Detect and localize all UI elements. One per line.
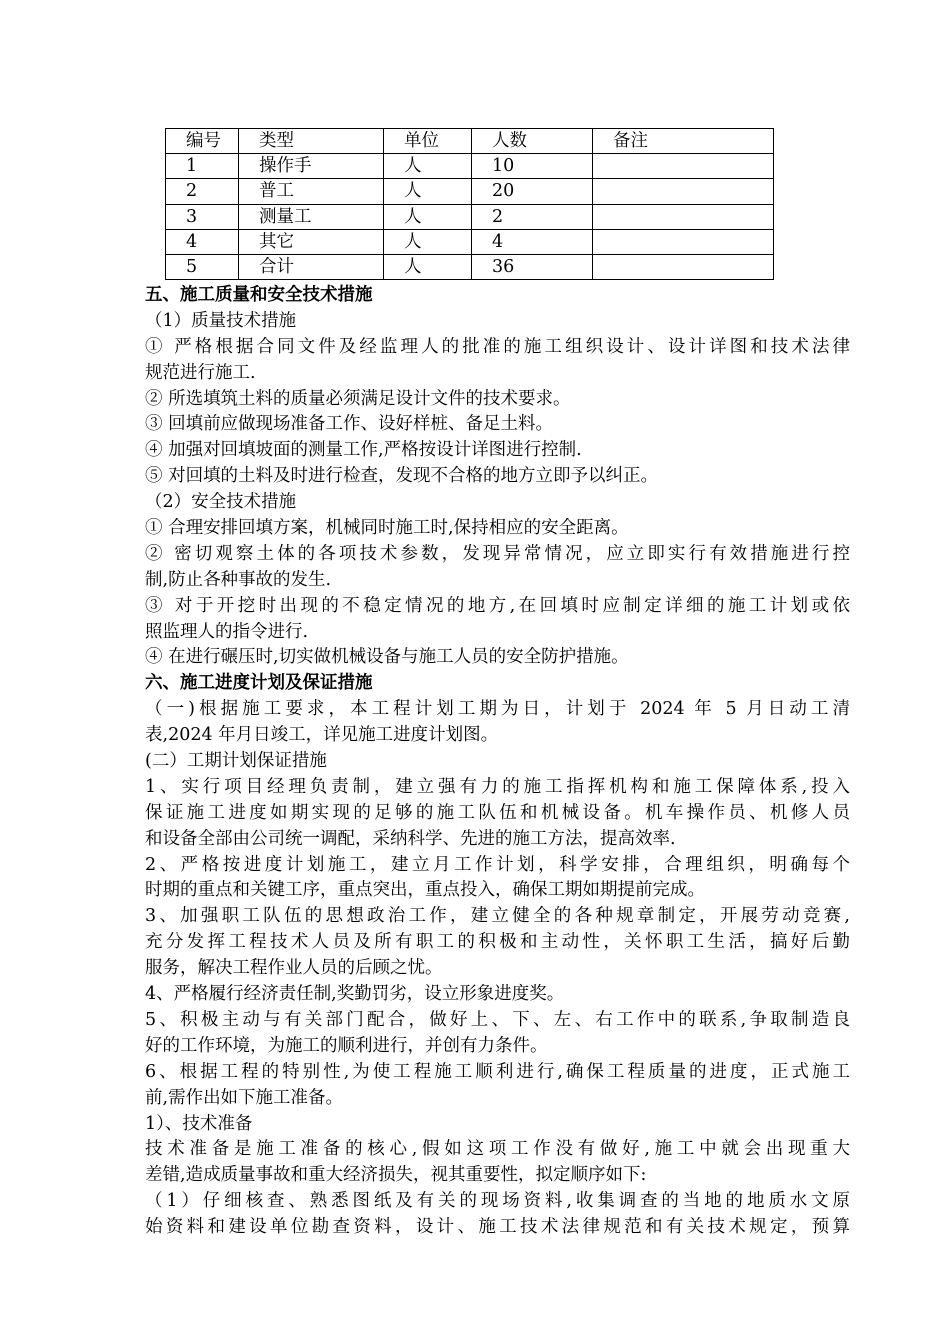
table-cell: 其它 <box>239 229 384 254</box>
table-cell <box>593 154 774 179</box>
table-cell: 操作手 <box>239 154 384 179</box>
staffing-table <box>165 128 774 280</box>
table-row <box>166 154 774 179</box>
table-cell: 人 <box>384 179 472 204</box>
subsection-heading: (二）工期计划保证措施 <box>145 751 327 772</box>
table-cell: 4 <box>166 229 239 254</box>
table-cell: 人 <box>384 229 472 254</box>
table-cell: 人 <box>384 254 472 279</box>
text-line: 3、加强职工队伍的思想政治工作，建立健全的各种规章制定，开展劳动竞赛, <box>145 906 850 927</box>
text-line: 制,防止各种事故的发生. <box>145 569 332 590</box>
header-cell: 备注 <box>593 129 774 154</box>
table-row <box>166 229 774 254</box>
text-line: 服务，解决工程作业人员的后顾之忧。 <box>145 958 443 979</box>
text-line: ① 严格根据合同文件及经监理人的批准的施工组织设计、设计详图和技术法律 <box>145 336 850 357</box>
text-line: 技术准备是施工准备的核心,假如这项工作没有做好,施工中就会出现重大 <box>145 1139 850 1160</box>
text-line: ④ 在进行碾压时,切实做机械设备与施工人员的安全防护措施。 <box>145 647 629 668</box>
header-cell: 类型 <box>239 129 384 154</box>
header-cell: 单位 <box>384 129 472 154</box>
subsection-heading: （2）安全技术措施 <box>145 492 297 513</box>
table-cell: 普工 <box>239 179 384 204</box>
text-line: 表,2024 年月日竣工，详见施工进度计划图。 <box>145 725 499 746</box>
table-cell: 20 <box>472 179 593 204</box>
text-line: 前,需作出如下施工准备。 <box>145 1087 344 1108</box>
table-row <box>166 179 774 204</box>
text-line: 时期的重点和关键工序，重点突出，重点投入，确保工期如期提前完成。 <box>145 880 705 901</box>
text-line: ③ 回填前应做现场准备工作、设好样桩、备足土料。 <box>145 414 554 435</box>
text-line: 6、根据工程的特别性,为使工程施工顺利进行,确保工程质量的进度，正式施工 <box>145 1061 850 1082</box>
text-line: 保证施工进度如期实现的足够的施工队伍和机械设备。机车操作员、机修人员 <box>145 802 850 823</box>
table-cell: 2 <box>472 204 593 229</box>
text-line: 照监理人的指令进行. <box>145 621 309 642</box>
section-heading: 六、施工进度计划及保证措施 <box>145 673 373 694</box>
section-heading: 五、施工质量和安全技术措施 <box>145 285 373 305</box>
table-cell: 4 <box>472 229 593 254</box>
body-text <box>145 283 850 1241</box>
table-cell: 人 <box>384 154 472 179</box>
table-cell: 10 <box>472 154 593 179</box>
table-cell: 5 <box>166 254 239 279</box>
text-line: 4、严格履行经济责任制,奖勤罚劣，设立形象进度奖。 <box>145 984 565 1005</box>
text-line: 规范进行施工. <box>145 362 256 383</box>
table-cell <box>593 204 774 229</box>
text-line: 充分发挥工程技术人员及所有职工的积极和主动性，关怀职工生活，搞好后勤 <box>145 932 850 953</box>
text-line: （1）仔细核查、熟悉图纸及有关的现场资料,收集调查的当地的地质水文原 <box>145 1191 850 1212</box>
table-cell: 2 <box>166 179 239 204</box>
text-line: ② 所选填筑土料的质量必须满足设计文件的技术要求。 <box>145 388 571 409</box>
text-line: ② 密切观察土体的各项技术参数，发现异常情况，应立即实行有效措施进行控 <box>145 543 850 564</box>
table-cell <box>593 229 774 254</box>
text-line: ⑤ 对回填的土料及时进行检查，发现不合格的地方立即予以纠正。 <box>145 466 659 487</box>
text-line: ④ 加强对回填坡面的测量工作,严格按设计详图进行控制. <box>145 440 582 461</box>
header-cell: 编号 <box>166 129 239 154</box>
text-line: 和设备全部由公司统一调配，采纳科学、先进的施工方法，提高效率. <box>145 828 676 849</box>
header-cell: 人数 <box>472 129 593 154</box>
table-cell: 合计 <box>239 254 384 279</box>
table-cell: 人 <box>384 204 472 229</box>
table-cell: 36 <box>472 254 593 279</box>
table-row <box>166 204 774 229</box>
table-cell: 1 <box>166 154 239 179</box>
table-row <box>166 254 774 279</box>
table-cell <box>593 179 774 204</box>
subsection-heading: （1）质量技术措施 <box>145 310 297 331</box>
table-cell <box>593 254 774 279</box>
table-cell: 测量工 <box>239 204 384 229</box>
subsection-heading: 1）、技术准备 <box>145 1113 253 1134</box>
text-line: 2、严格按进度计划施工，建立月工作计划，科学安排，合理组织，明确每个 <box>145 854 850 875</box>
text-line: 5、积极主动与有关部门配合，做好上、下、左、右工作中的联系,争取制造良 <box>145 1009 850 1030</box>
table-cell: 3 <box>166 204 239 229</box>
text-line: ① 合理安排回填方案，机械同时施工时,保持相应的安全距离。 <box>145 518 629 539</box>
text-line: ③ 对于开挖时出现的不稳定情况的地方,在回填时应制定详细的施工计划或依 <box>145 595 850 616</box>
text-line: 好的工作环境，为施工的顺利进行，并创有力条件。 <box>145 1035 548 1056</box>
text-line: 1、实行项目经理负责制，建立强有力的施工指挥机构和施工保障体系,投入 <box>145 776 850 797</box>
text-line: （一)根据施工要求，本工程计划工期为日，计划于 2024 年 5 月日动工清 <box>145 699 850 720</box>
text-line: 始资料和建设单位勘查资料，设计、施工技术法律规范和有关技术规定，预算 <box>145 1217 850 1238</box>
text-line: 差错,造成质量事故和重大经济损失，视其重要性，拟定顺序如下: <box>145 1165 647 1186</box>
table-header-row <box>166 129 774 154</box>
